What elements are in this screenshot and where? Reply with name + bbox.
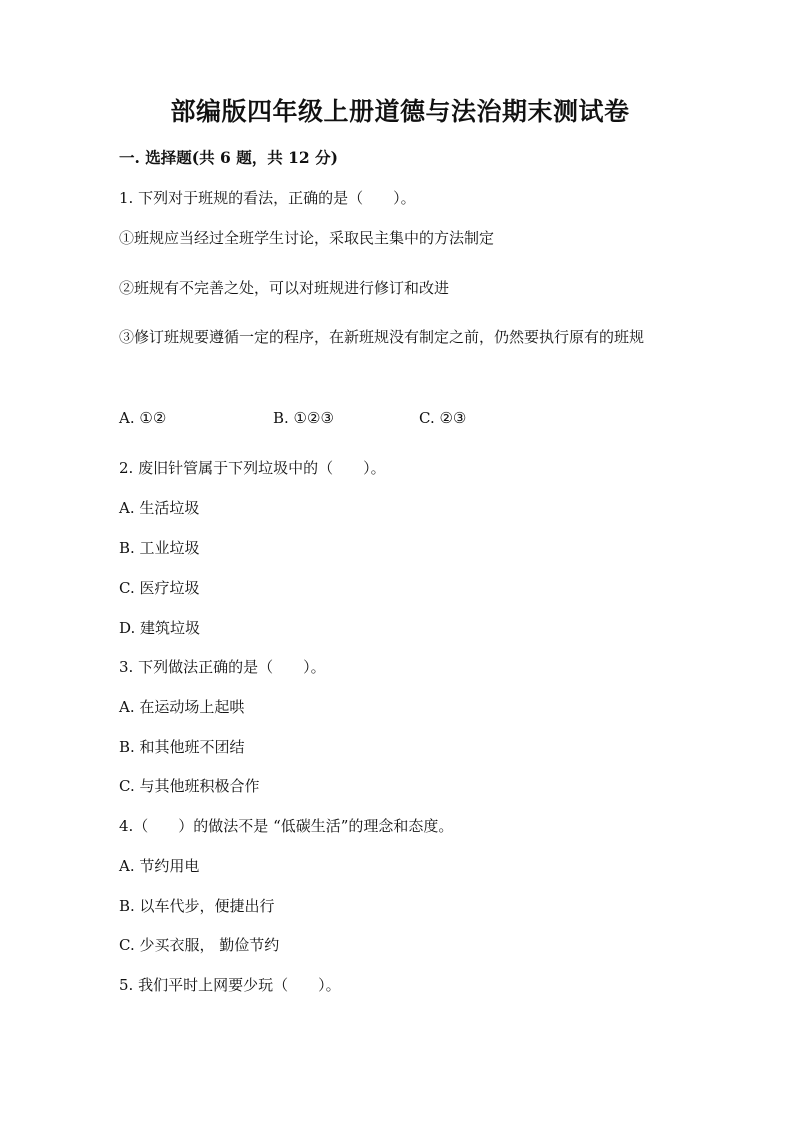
question-1-options — [119, 406, 679, 430]
question-1-option-b[interactable]: B. ①②③ — [273, 409, 334, 427]
question-1-option-a[interactable]: A. ①② — [119, 409, 167, 427]
question-4-option-c[interactable]: C. 少买衣服， 勤俭节约 — [119, 936, 280, 954]
question-2-option-c[interactable]: C. 医疗垃圾 — [119, 579, 200, 597]
question-4-stem: 4.（ ）的做法不是 “低碳生活”的理念和态度。 — [119, 817, 454, 835]
question-2-option-a[interactable]: A. 生活垃圾 — [119, 499, 200, 517]
question-1-statement-2: ②班规有不完善之处，可以对班规进行修订和改进 — [119, 279, 450, 297]
question-3-option-a[interactable]: A. 在运动场上起哄 — [119, 698, 245, 716]
question-3-option-b[interactable]: B. 和其他班不团结 — [119, 738, 245, 756]
question-2-option-b[interactable]: B. 工业垃圾 — [119, 539, 200, 557]
question-2-stem: 2. 废旧针管属于下列垃圾中的（ ）。 — [119, 459, 386, 477]
question-2-option-d[interactable]: D. 建筑垃圾 — [119, 619, 201, 637]
question-3-stem: 3. 下列做法正确的是（ ）。 — [119, 658, 326, 676]
question-1-stem: 1. 下列对于班规的看法，正确的是（ ）。 — [119, 189, 416, 207]
question-5-stem: 5. 我们平时上网要少玩（ ）。 — [119, 976, 341, 994]
section-heading: 一. 选择题(共 6 题，共 12 分) — [119, 148, 338, 167]
question-1-statement-1: ①班规应当经过全班学生讨论，采取民主集中的方法制定 — [119, 229, 495, 247]
question-4-option-b[interactable]: B. 以车代步，便捷出行 — [119, 897, 275, 915]
question-1-option-c[interactable]: C. ②③ — [419, 409, 467, 427]
question-1-statement-3: ③修订班规要遵循一定的程序，在新班规没有制定之前，仍然要执行原有的班规 — [119, 328, 645, 346]
question-4-option-a[interactable]: A. 节约用电 — [119, 857, 200, 875]
exam-title: 部编版四年级上册道德与法治期末测试卷 — [170, 97, 630, 126]
question-3-option-c[interactable]: C. 与其他班积极合作 — [119, 777, 260, 795]
